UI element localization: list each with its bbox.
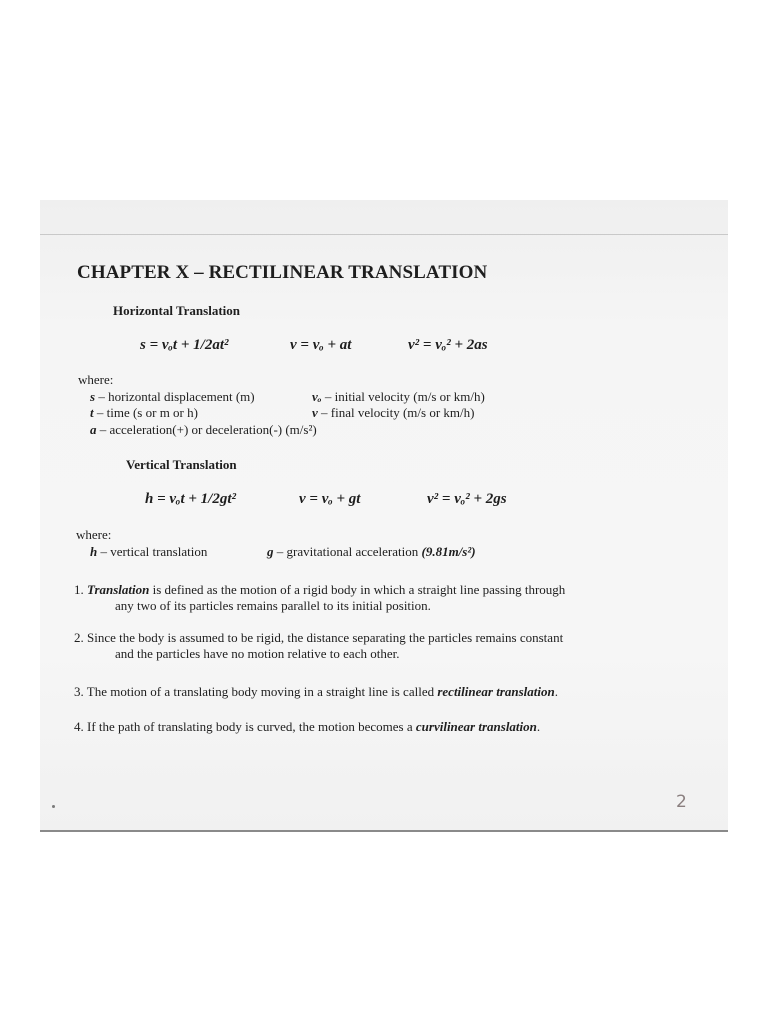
horizontal-formula-1: s = vₒt + 1/2at² [140,337,229,353]
list-item-3: 3. The motion of a translating body moving in a straight line is called rectilinear translation. [74,684,558,699]
chapter-title: CHAPTER X – RECTILINEAR TRANSLATION [77,262,488,283]
definition-s: s – horizontal displacement (m) [90,389,255,404]
vertical-formula-1: h = vₒt + 1/2gt² [145,491,236,507]
vertical-where-label: where: [76,527,112,542]
horizontal-where-label: where: [78,372,114,387]
horizontal-heading: Horizontal Translation [113,303,240,318]
vertical-heading: Vertical Translation [126,457,237,472]
list-item-1: 1. Translation is defined as the motion of a rigid body in which a straight line passing through any two of its particles remains parallel to its initial position. [74,582,566,613]
document-page [40,200,728,832]
definition-g: g – gravitational acceleration (9.81m/s²) [267,544,476,559]
definition-h: h – vertical translation [90,544,208,559]
speck [52,805,55,808]
vertical-formula-2: v = vₒ + gt [299,491,361,507]
definition-v0: vₒ – initial velocity (m/s or km/h) [312,389,485,404]
page-number: 2 [676,792,687,812]
list-item-2: 2. Since the body is assumed to be rigid, the distance separating the particles remains constant and the particles have no motion relative to each other. [74,630,564,661]
definition-t: t – time (s or m or h) [90,405,198,420]
vertical-formula-3: v² = vₒ² + 2gs [427,491,507,507]
top-divider [40,234,728,235]
definition-v: v – final velocity (m/s or km/h) [312,405,475,420]
horizontal-formula-2: v = vₒ + at [290,337,352,353]
horizontal-formula-3: v² = vₒ² + 2as [408,337,488,353]
definition-a: a – acceleration(+) or deceleration(-) (m/s²) [90,422,317,437]
bottom-divider [40,830,728,832]
list-item-4: 4. If the path of translating body is curved, the motion becomes a curvilinear translation. [74,719,541,734]
